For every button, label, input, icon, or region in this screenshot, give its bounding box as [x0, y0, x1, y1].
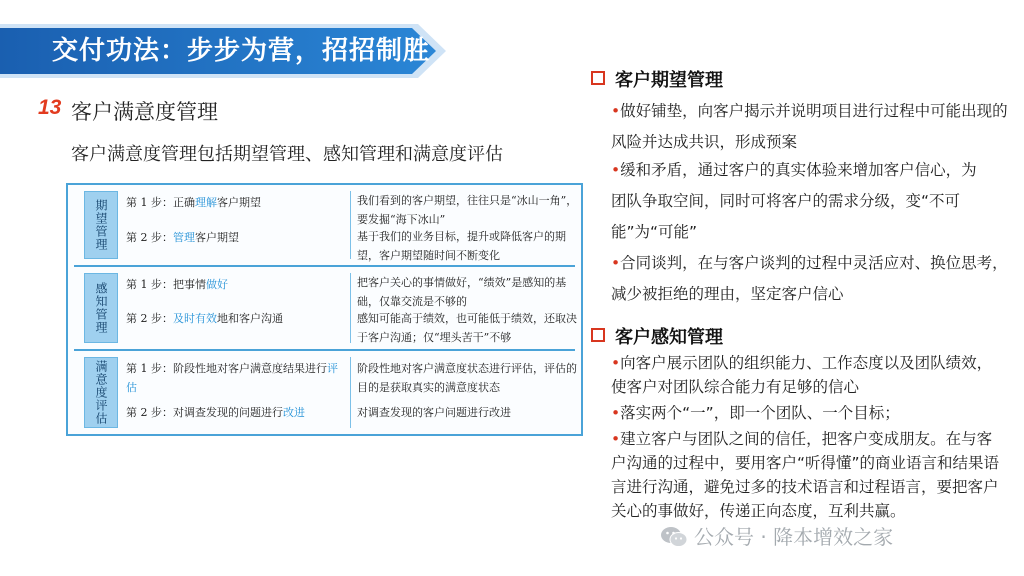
step-2: 第 2 步：对调查发现的问题进行改进	[126, 406, 305, 419]
section-title: 客户满意度管理	[71, 100, 218, 124]
category-cell: 满意度评估	[84, 357, 118, 428]
step-1-description: 我们看到的客户期望，往往只是“冰山一角”，要发掘“海下冰山”	[357, 194, 578, 226]
step-2-description: 基于我们的业务目标，提升或降低客户的期望，客户期望随时间不断变化	[357, 230, 566, 262]
table-row	[74, 267, 575, 351]
table-row	[74, 351, 575, 434]
step-2-description: 对调查发现的客户问题进行改进	[357, 406, 511, 419]
perception-bullet: •落实两个“一”，即一个团队、一个目标；	[611, 404, 900, 422]
square-bullet-icon	[591, 71, 605, 85]
step-2: 第 2 步：及时有效地和客户沟通	[126, 312, 283, 325]
page-title: 交付功法：步步为营，招招制胜	[52, 36, 431, 66]
expectation-bullet: •做好铺垫，向客户揭示并说明项目进行过程中可能出现的风险并达成共识，形成预案	[611, 102, 1008, 151]
perception-bullet: •建立客户与团队之间的信任，把客户变成朋友。在与客户沟通的过程中，要用客户“听得懂”的商业语言和结果语言进行沟通，避免过多的技术语言和过程语言，要把客户关心的事做好，传递正向态度，互利共赢。	[611, 430, 1000, 520]
expectation-bullet: •合同谈判，在与客户谈判的过程中灵活应对、换位思考，减少被拒绝的理由，坚定客户信心	[611, 254, 1008, 303]
section-number: 13	[38, 96, 62, 119]
step-1: 第 1 步：阶段性地对客户满意度结果进行评估	[126, 362, 338, 394]
wechat-icon	[660, 526, 688, 548]
perception-bullet: •向客户展示团队的组织能力、工作态度以及团队绩效，使客户对团队综合能力有足够的信心	[611, 354, 993, 396]
step-1: 第 1 步：正确理解客户期望	[126, 196, 261, 209]
step-1-description: 把客户关心的事情做好，“绩效”是感知的基础，仅靠交流是不够的	[357, 276, 567, 308]
table-row	[74, 185, 578, 267]
expectation-bullet: •缓和矛盾，通过客户的真实体验来增加客户信心，为团队争取空间，同时可将客户的需求分级，变“不可能”为“可能”	[611, 161, 977, 241]
watermark: 公众号 · 降本增效之家	[660, 523, 893, 551]
satisfaction-table	[66, 183, 583, 436]
step-2: 第 2 步：管理客户期望	[126, 231, 239, 244]
title-banner	[0, 18, 446, 84]
category-cell: 感知管理	[84, 273, 118, 343]
step-1: 第 1 步：把事情做好	[126, 278, 228, 291]
expectation-heading: 客户期望管理	[591, 66, 723, 92]
section-intro: 客户满意度管理包括期望管理、感知管理和满意度评估	[71, 144, 503, 165]
square-bullet-icon	[591, 328, 605, 342]
category-cell: 期望管理	[84, 191, 118, 259]
step-2-description: 感知可能高于绩效，也可能低于绩效，还取决于客户沟通；仅“埋头苦干”不够	[357, 312, 577, 344]
perception-heading: 客户感知管理	[591, 323, 723, 349]
step-1-description: 阶段性地对客户满意度状态进行评估，评估的目的是获取真实的满意度状态	[357, 362, 577, 394]
